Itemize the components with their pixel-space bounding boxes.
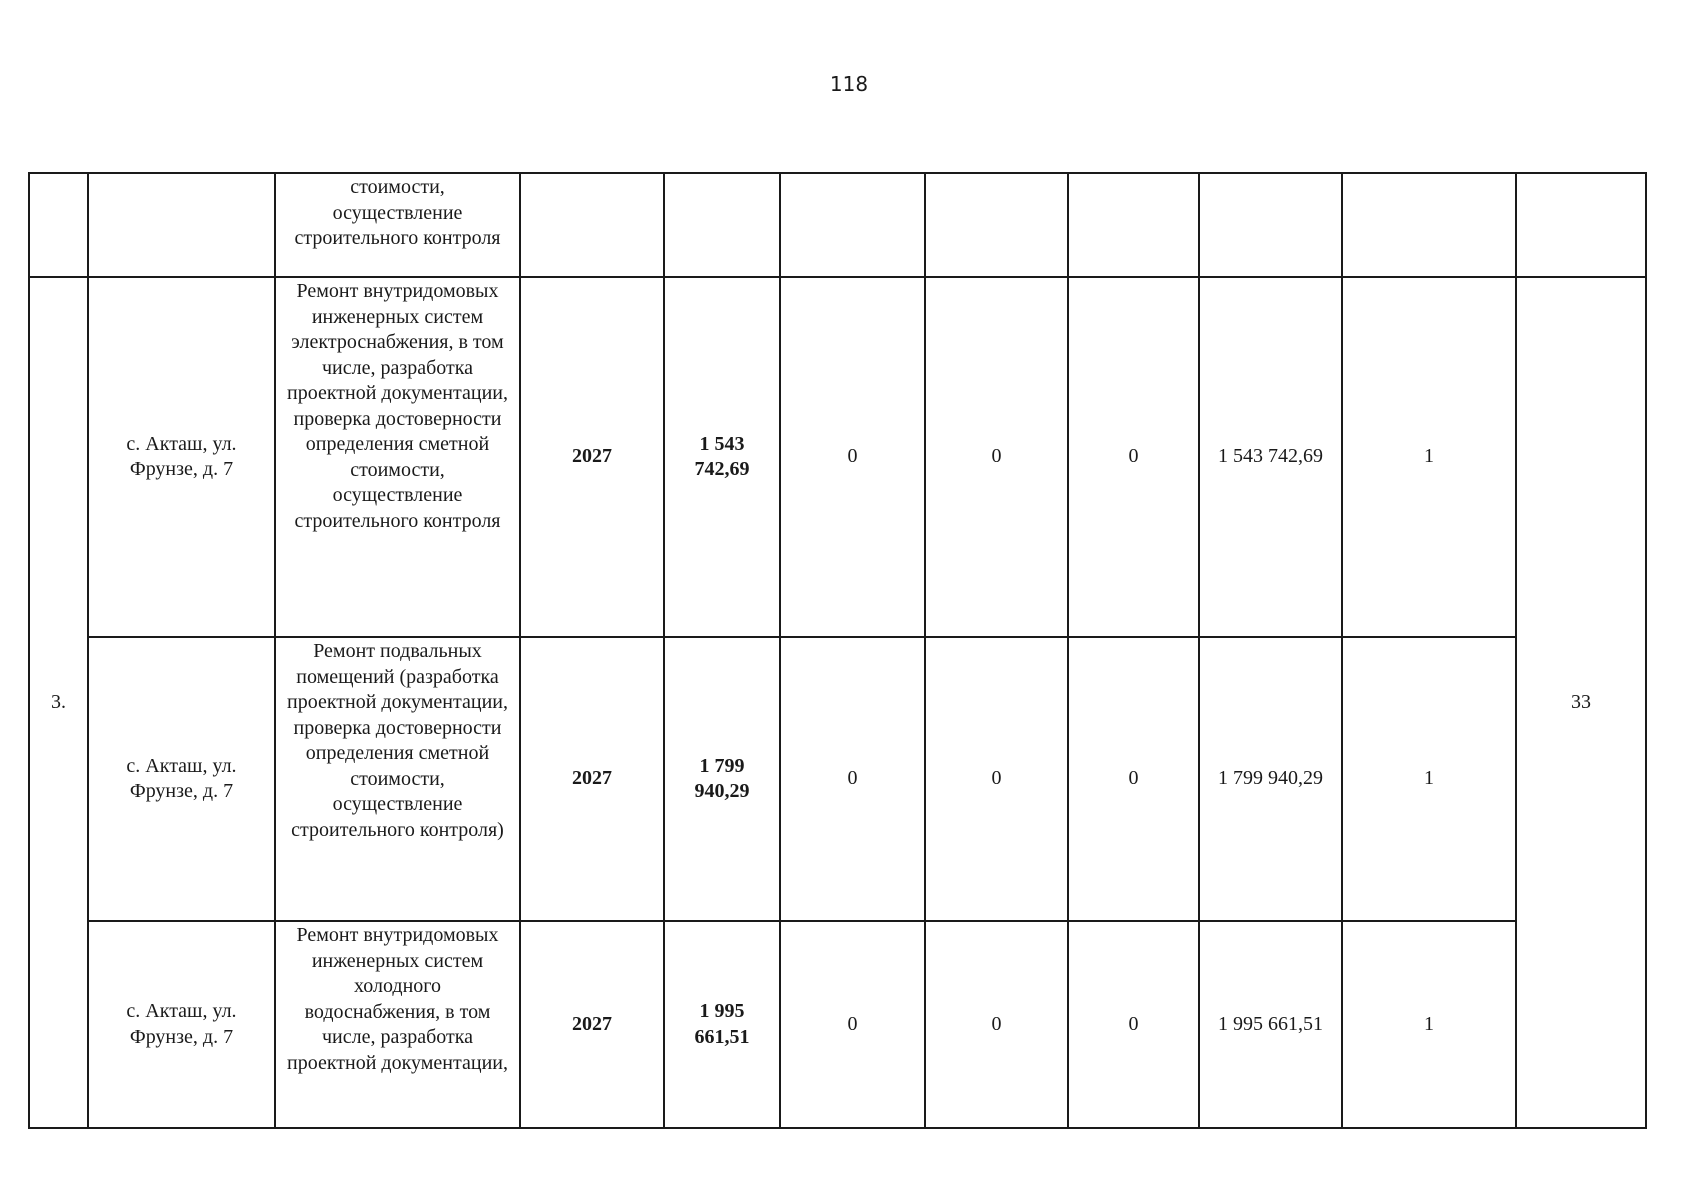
amount-cell — [1199, 173, 1342, 277]
value-cell-b — [925, 173, 1068, 277]
value-cell-b: 0 — [925, 637, 1068, 921]
work-description-cell: Ремонт подвальных помещений (разработка проектной документации, проверка достоверности определения сметной стоимости, осуществление строительного контроля) — [275, 637, 520, 921]
value-cell-a: 0 — [780, 637, 925, 921]
amount-cell: 1 543 742,69 — [1199, 277, 1342, 637]
value-cell-c — [1068, 173, 1199, 277]
cost-cell: 1 543 742,69 — [664, 277, 780, 637]
address-cell: с. Акташ, ул. Фрунзе, д. 7 — [88, 277, 275, 637]
cost-cell: 1 995 661,51 — [664, 921, 780, 1128]
value-cell-b: 0 — [925, 921, 1068, 1128]
value-cell-a: 0 — [780, 277, 925, 637]
repair-program-table — [28, 172, 1647, 1129]
count-cell: 1 — [1342, 637, 1516, 921]
work-description-cell: Ремонт внутридомовых инженерных систем электроснабжения, в том числе, разработка проектной документации, проверка достоверности определения сметной стоимости, осуществление строительного контроля — [275, 277, 520, 637]
cost-cell: 1 799 940,29 — [664, 637, 780, 921]
page-number: 118 — [829, 72, 869, 96]
value-cell-a: 0 — [780, 921, 925, 1128]
work-description-cell: Ремонт внутридомовых инженерных систем холодного водоснабжения, в том числе, разработка проектной документации, — [275, 921, 520, 1128]
value-cell-a — [780, 173, 925, 277]
address-cell: с. Акташ, ул. Фрунзе, д. 7 — [88, 921, 275, 1128]
address-cell — [88, 173, 275, 277]
table-row-continuation — [29, 173, 1646, 277]
year-cell: 2027 — [520, 637, 664, 921]
value-cell-b: 0 — [925, 277, 1068, 637]
count-cell — [1342, 173, 1516, 277]
index-cell — [29, 173, 88, 277]
value-cell-c: 0 — [1068, 637, 1199, 921]
total-cell — [1516, 173, 1646, 277]
group-index-cell: 3. — [29, 277, 88, 1128]
year-cell: 2027 — [520, 277, 664, 637]
work-description-cell: стоимости, осуществление строительного контроля — [275, 173, 520, 277]
group-total-cell: 33 — [1516, 277, 1646, 1128]
count-cell: 1 — [1342, 921, 1516, 1128]
value-cell-c: 0 — [1068, 277, 1199, 637]
cost-cell — [664, 173, 780, 277]
table-row — [29, 277, 1646, 637]
address-cell: с. Акташ, ул. Фрунзе, д. 7 — [88, 637, 275, 921]
table-row — [29, 921, 1646, 1128]
amount-cell: 1 995 661,51 — [1199, 921, 1342, 1128]
count-cell: 1 — [1342, 277, 1516, 637]
value-cell-c: 0 — [1068, 921, 1199, 1128]
amount-cell: 1 799 940,29 — [1199, 637, 1342, 921]
year-cell: 2027 — [520, 921, 664, 1128]
year-cell — [520, 173, 664, 277]
table-row — [29, 637, 1646, 921]
